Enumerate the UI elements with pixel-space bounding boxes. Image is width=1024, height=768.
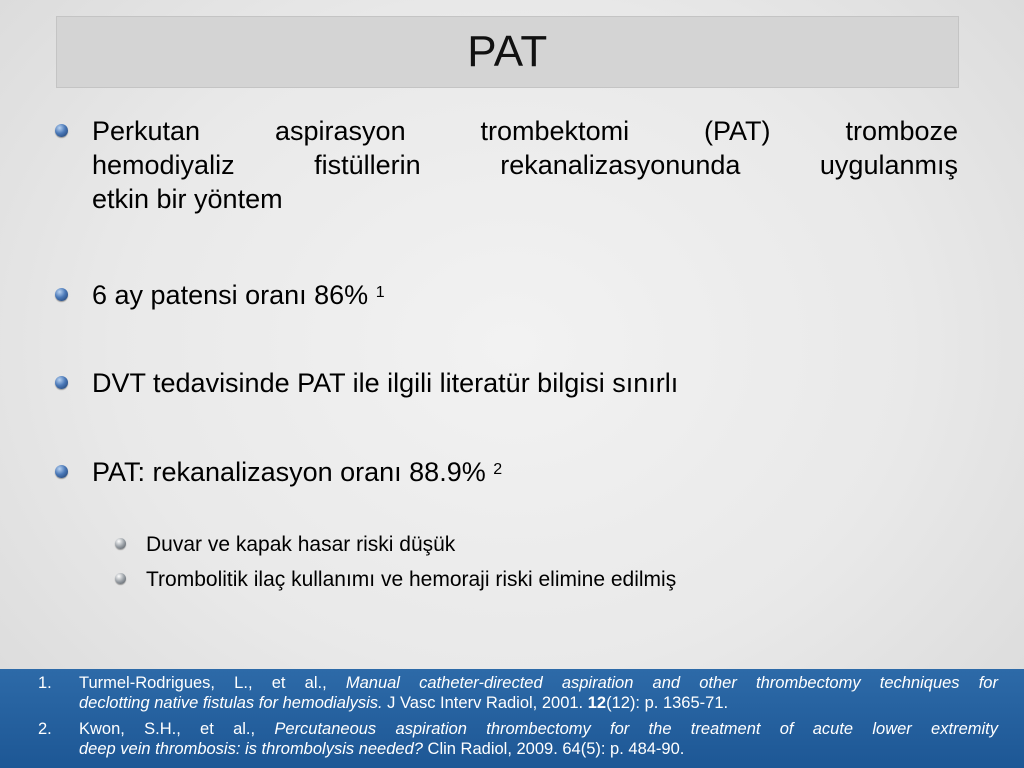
bullet-line: Perkutan aspirasyon trombektomi (PAT) tromboze [92,116,958,146]
reference-title: Manual catheter-directed aspiration and other thrombectomy techniques for [345,674,998,692]
reference-line [79,719,998,739]
bullet-text [92,278,385,312]
reference-title: declotting native fistulas for hemodialysis. [79,694,383,712]
reference-title: Percutaneous aspiration thrombectomy for the treatment of acute lower extremity [274,720,998,738]
reference-pages: (12): p. 1365-71. [606,694,729,712]
reference-authors: Turmel-Rodrigues, L., et al., [79,674,327,692]
sub-bullet-1 [115,532,455,558]
reference-journal: Clin Radiol, 2009. 64(5): p. 484-90. [427,740,685,758]
sub-bullet-icon [115,573,126,584]
bullet-text [92,114,958,216]
bullet-icon [55,376,68,389]
reference-number: 1. [38,674,52,692]
sub-bullet-text: Duvar ve kapak hasar riski düşük [146,533,456,556]
sub-bullet-text: Trombolitik ilaç kullanımı ve hemoraji riski elimine edilmiş [146,568,677,591]
bullet-line: hemodiyaliz fistüllerin rekanalizasyonunda uygulanmış [92,150,958,180]
slide-title: PAT [467,27,548,76]
footnote-marker: 2 [493,461,503,478]
bullet-label: PAT: rekanalizasyon oranı 88.9% [92,457,486,487]
bullet-label: DVT tedavisinde PAT ile ilgili literatür bilgisi sınırlı [92,368,679,398]
reference-2 [38,719,998,759]
sub-bullet-icon [115,538,126,549]
reference-line [79,694,728,712]
bullet-icon [55,288,68,301]
sub-bullet-2 [115,567,676,593]
footnote-marker: 1 [375,284,385,301]
bullet-label: 6 ay patensi oranı 86% [92,280,369,310]
reference-volume: 12 [587,694,607,712]
bullet-4 [55,455,502,489]
reference-authors: Kwon, S.H., et al., [79,720,256,738]
reference-line [79,673,998,693]
bullet-icon [55,124,68,137]
reference-title: deep vein thrombosis: is thrombolysis needed? [79,740,423,758]
reference-body [79,673,998,713]
bullet-line: etkin bir yöntem [92,184,283,214]
bullet-text [92,366,678,400]
reference-body [79,719,998,759]
bullet-2 [55,278,385,312]
bullet-3 [55,366,678,400]
bullet-1 [55,114,958,216]
bullet-text [92,455,502,489]
reference-line [79,740,684,758]
reference-journal: J Vasc Interv Radiol, 2001. [387,694,584,712]
bullet-icon [55,465,68,478]
references-band [0,669,1024,768]
reference-1 [38,673,998,713]
reference-number: 2. [38,720,52,738]
